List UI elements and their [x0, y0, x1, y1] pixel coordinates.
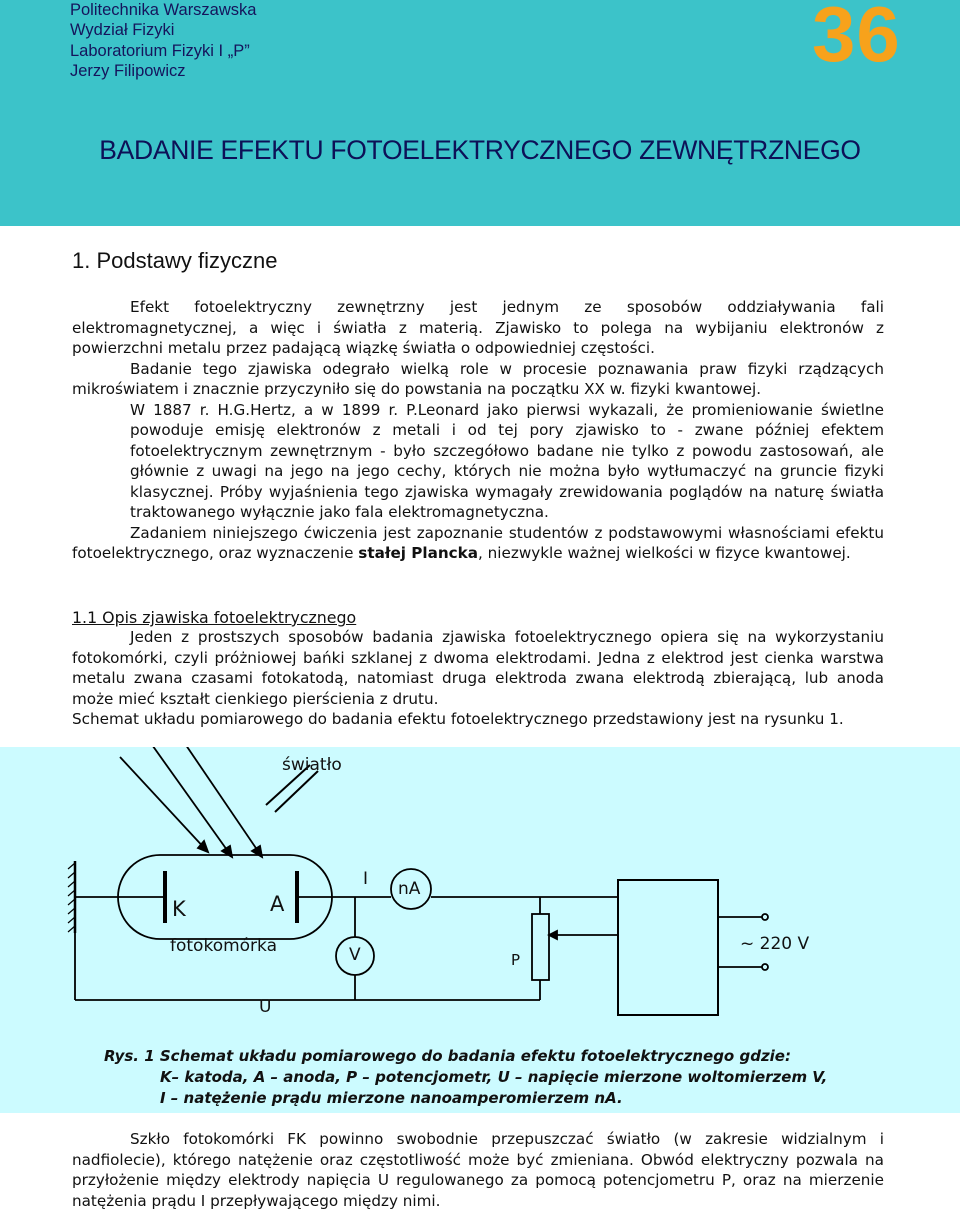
caption-line: K– katoda, A – anoda, P – potencjometr, U – napięcie mierzone woltomierzem V, — [160, 1068, 828, 1086]
institution-block — [70, 0, 256, 81]
paragraph: Badanie tego zjawiska odegrało wielką role w procesie poznawania praw fizyki rządzących mikroświatem i znacznie przyczyniło się do powstania na początku XX w. fizyki kwantowej. — [72, 359, 884, 398]
cathode-label: K — [172, 897, 186, 921]
potentiometer-label: P — [511, 951, 521, 969]
institution-line: Laboratorium Fizyki I „P” — [70, 41, 250, 60]
closing-text — [72, 1129, 884, 1211]
description-text — [72, 627, 884, 730]
voltmeter-label: V — [349, 945, 361, 965]
subsection-heading: 1.1 Opis zjawiska fotoelektrycznego — [72, 608, 357, 627]
intro-text — [72, 297, 884, 564]
photocell-label: fotokomórka — [170, 936, 278, 956]
current-label: I — [363, 869, 369, 889]
paragraph — [72, 523, 884, 564]
paragraph: W 1887 r. H.G.Hertz, a w 1899 r. P.Leonard jako pierwsi wykazali, że promieniowanie świetlne powoduje emisję elektronów z metali i od tej pory zjawisko to - zwane później efektem fotoelektrycznym zewnętrznym - było szczegółowo badane nie tylko z powodu zastosowań, ale głównie z uwagi na jego na jego cechy, których nie można było wytłumaczyć na gruncie fizyki klasycznej. Próby wyjaśnienia tego zjawiska wymagały zrewidowania poglądów na naturę światła traktowanego wyłącznie jako fala elektromagnetyczna. — [130, 400, 884, 521]
page-title: BADANIE EFEKTU FOTOELEKTRYCZNEGO ZEWNĘTRZNEGO — [99, 135, 861, 165]
author-line: Jerzy Filipowicz — [70, 61, 186, 80]
header-banner — [0, 0, 960, 226]
paragraph: Jeden z prostszych sposobów badania zjawiska fotoelektrycznego opiera się na wykorzystaniu fotokomórki, czyli próżniowej bańki szklanej z dwoma elektrodami. Jedna z elektrod jest cienka warstwa metalu zwana czasami fotokatodą, natomiast druga elektroda zwana elektrodą zbierającą, lub anoda może mieć kształt cienkiego pierścienia z drutu. — [72, 628, 884, 708]
text-span: , niezwykle ważnej wielkości w fizyce kwantowej. — [478, 544, 851, 562]
anode-label: A — [270, 892, 285, 916]
mains-label: ~ 220 V — [740, 934, 810, 954]
bold-term: stałej Plancka — [358, 544, 479, 562]
text-span: Zadaniem niniejszego ćwiczenia jest zapoznanie studentów z podstawowymi własnościami efektu fotoelektrycznego, oraz wyznaczenie — [72, 523, 884, 562]
caption-line: Rys. 1 Schemat układu pomiarowego do badania efektu fotoelektrycznego gdzie: — [104, 1047, 791, 1065]
voltage-label: U — [259, 997, 272, 1017]
caption-line: I – natężenie prądu mierzone nanoamperomierzem nA. — [160, 1089, 623, 1107]
light-label: światło — [282, 755, 342, 775]
institution-line: Wydział Fizyki — [70, 21, 175, 40]
ammeter-label: nA — [398, 879, 421, 899]
exercise-number: 36 — [812, 0, 901, 78]
institution-line: Politechnika Warszawska — [70, 1, 257, 19]
section-heading: 1. Podstawy fizyczne — [72, 248, 278, 273]
paragraph: Efekt fotoelektryczny zewnętrzny jest jednym ze sposobów oddziaływania fali elektromagnetycznej, a więc i światła z materią. Zjawisko to polega na wybijaniu elektronów z powierzchni metalu przez padającą wiązkę światła o odpowiedniej częstości. — [72, 298, 884, 357]
figure-caption — [104, 1046, 827, 1109]
paragraph: Szkło fotokomórki FK powinno swobodnie przepuszczać światło (w zakresie widzialnym i nadfiolecie), którego natężenie oraz częstotliwość może być zmieniana. Obwód elektryczny pozwala na przyłożenie między elektrody napięcia U regulowanego za pomocą potencjometru P, oraz na mierzenie natężenia prądu I przepływającego między nimi. — [72, 1130, 884, 1210]
paragraph: Schemat układu pomiarowego do badania efektu fotoelektrycznego przedstawiony jest na rysunku 1. — [72, 710, 844, 728]
